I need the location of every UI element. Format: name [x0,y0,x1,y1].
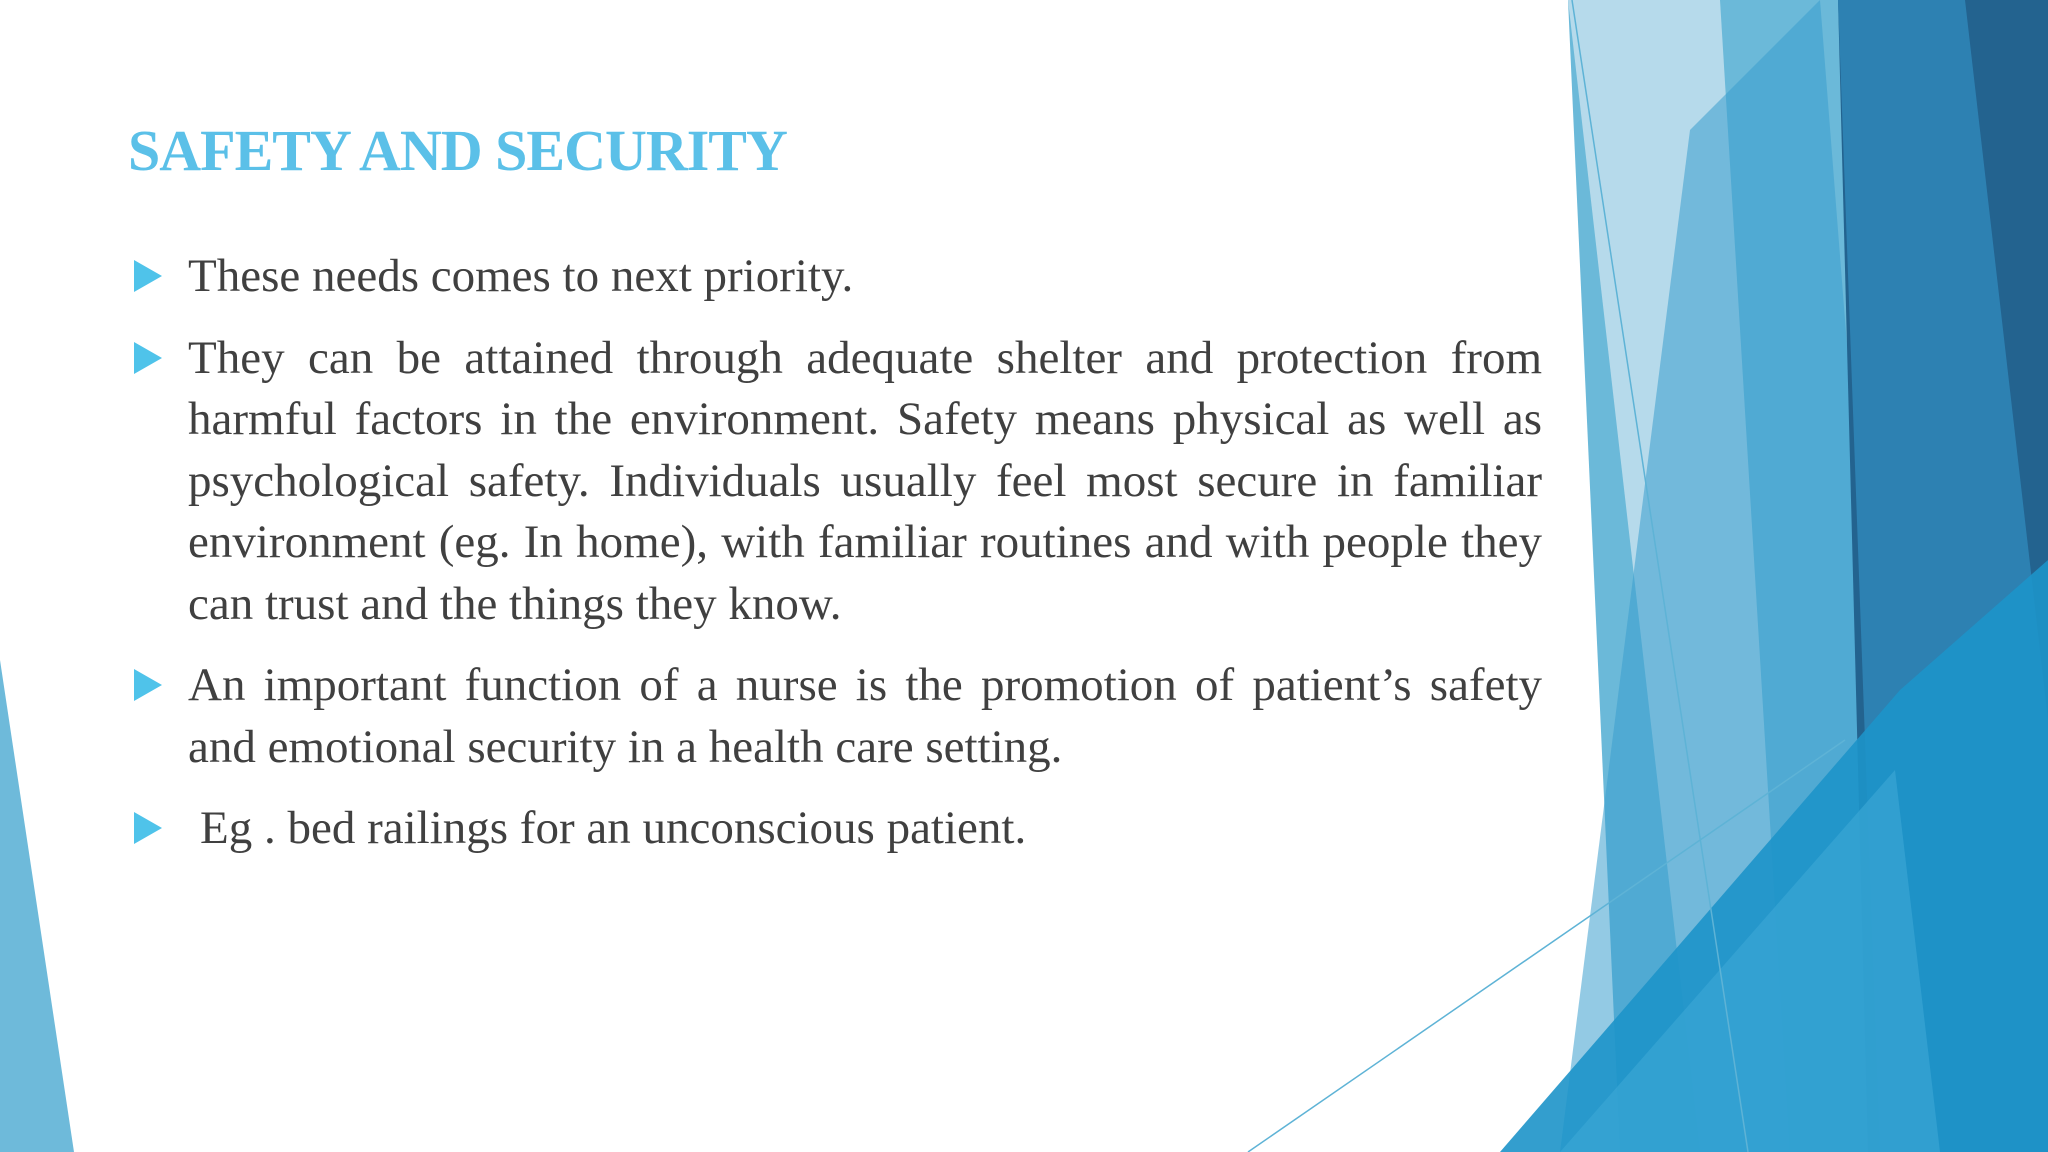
triangle-bullet-icon [134,669,162,701]
slide-title: SAFETY AND SECURITY [128,118,787,183]
triangle-bullet-icon [134,812,162,844]
bullet-text: Eg . bed railings for an unconscious patient. [200,802,1027,854]
bullet-text: These needs comes to next priority. [188,250,854,302]
bullet-item [130,798,1542,860]
decor-left-sliver [0,660,74,1152]
bullet-item [130,328,1542,636]
triangle-bullet-icon [134,342,162,374]
bullet-text: An important function of a nurse is the promotion of patient’s safety and emotional security in a health care setting. [188,659,1542,773]
triangle-bullet-icon [134,260,162,292]
bullet-list [130,246,1542,880]
bullet-item [130,655,1542,778]
bullet-text: They can be attained through adequate shelter and protection from harmful factors in the environment. Safety means physical as well as psychological safety. Individuals usually feel most secure in familiar environment (eg. In home), with familiar routines and with people they can trust and the things they know. [188,331,1542,630]
bullet-item [130,246,1542,308]
